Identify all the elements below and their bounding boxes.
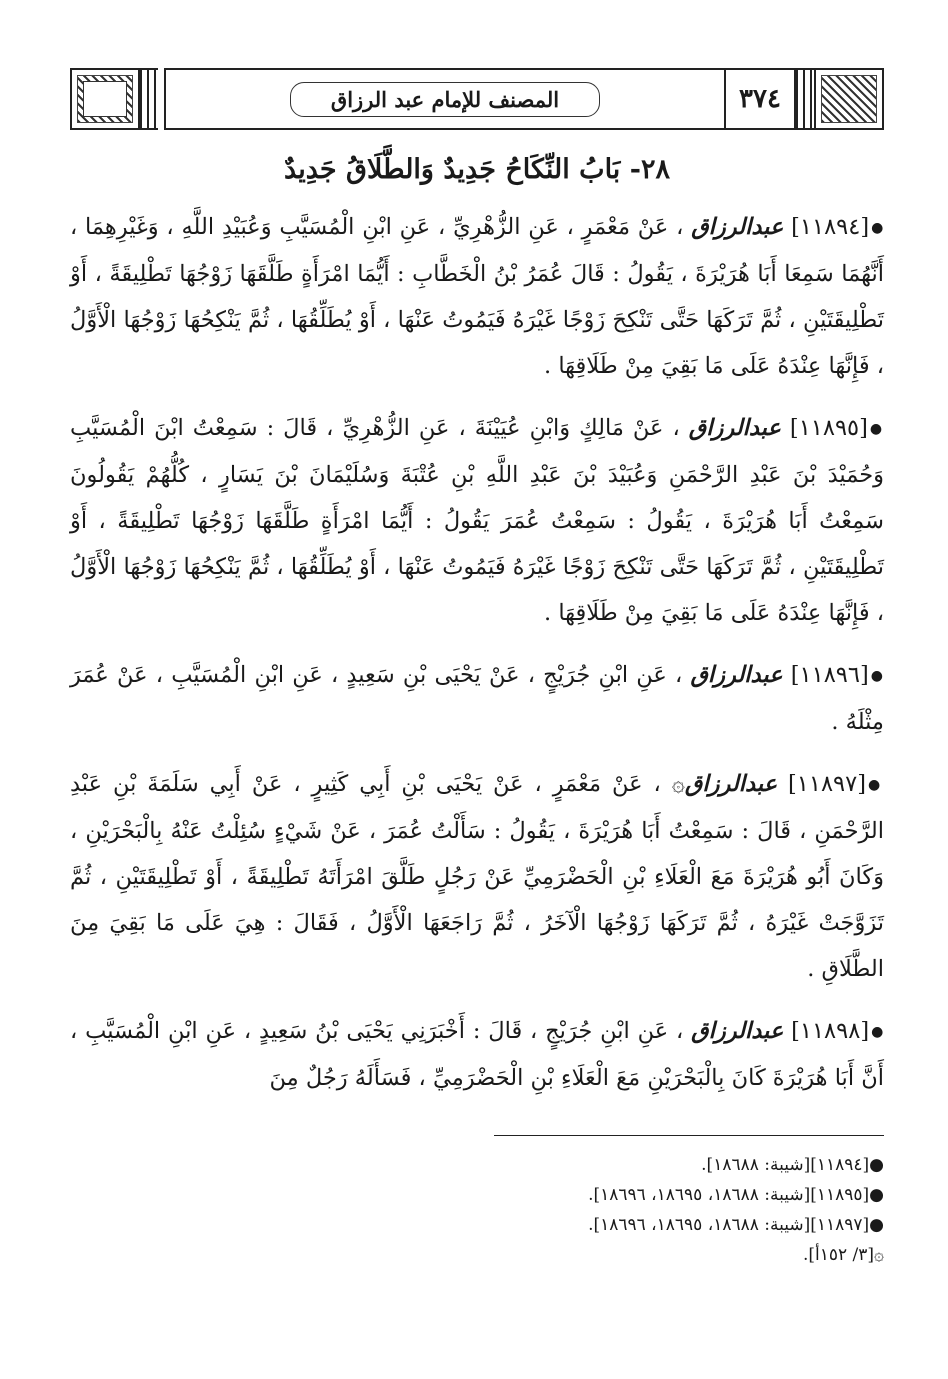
hadith-11897 [70, 761, 884, 992]
book-title: المصنف للإمام عبد الرزاق [290, 82, 600, 117]
hadith-number: [١١٨٩٨] [791, 1018, 870, 1044]
bullet-icon: ● [868, 777, 885, 793]
hadith-number: [١١٨٩٦] [790, 662, 869, 688]
header-emblem [70, 68, 140, 130]
footnote-divider [494, 1135, 884, 1136]
footnote: ●[١١٨٩٧][شيبة: ١٨٦٨٨، ١٨٦٩٥، ١٨٦٩٦]. [588, 1215, 884, 1235]
bullet-icon: ● [871, 1024, 885, 1040]
narrator-name: عبدالرزاق [690, 662, 783, 688]
footnote: ●[١١٨٩٥][شيبة: ١٨٦٨٨، ١٨٦٩٥، ١٨٦٩٦]. [588, 1185, 884, 1205]
footnote: ●[١١٨٩٤][شيبة: ١٨٦٨٨]. [701, 1155, 884, 1175]
hadith-list [70, 204, 884, 1117]
page-number: ٣٧٤ [724, 68, 796, 130]
hadith-number: [١١٨٩٥] [789, 415, 868, 441]
header-title-box [164, 68, 724, 130]
hadith-11894 [70, 204, 884, 389]
bullet-icon: ● [870, 668, 885, 684]
hadith-11895 [70, 405, 884, 636]
hadith-text: ، عَنِ ابْنِ جُرَيْجٍ ، قَالَ : أَخْبَرَنِي يَحْيَى بْنُ سَعِيدٍ ، عَنِ ابْنِ الْمُسَيَّبِ ، أَنَّ أَبَا هُرَيْرَةَ كَانَ بِالْبَحْرَيْنِ مَعَ الْعَلَاءِ بْنِ الْحَضْرَمِيِّ ، فَسَأَلَهُ رَجُلٌ مِنَ [70, 1018, 884, 1091]
narrator-name: عبدالرزاق [688, 415, 781, 441]
folio-marker-icon: ۞ [671, 771, 685, 797]
hadith-number: [١١٨٩٤] [791, 214, 870, 240]
footnote: ۞[٣/ ١٥٢أ]. [802, 1245, 884, 1265]
footnotes [284, 1150, 884, 1270]
chapter-title: ٢٨- بَابُ النِّكَاحُ جَدِيدٌ وَالطَّلَاقُ جَدِيدٌ [284, 154, 670, 185]
hadith-text: ، عَنْ مَالِكٍ وَابْنِ عُيَيْنَةَ ، عَنِ الزُّهْرِيِّ ، قَالَ : سَمِعْتُ ابْنَ الْمُسَيَّبِ وَحُمَيْدَ بْنَ عَبْدِ الرَّحْمَنِ وَعُبَيْدَ بْنَ عَبْدِ اللَّهِ بْنِ عُتْبَةَ وَسُلَيْمَانَ بْنَ يَسَارٍ ، كُلُّهُمْ يَقُولُونَ سَمِعْتُ أَبَا هُرَيْرَةَ ، يَقُولُ : سَمِعْتُ عُمَرَ يَقُولُ : أَيُّمَا امْرَأَةٍ طَلَّقَهَا زَوْجُهَا تَطْلِيقَةً ، أَوْ تَطْلِيقَتَيْنِ ، ثُمَّ تَرَكَهَا حَتَّى تَنْكِحَ زَوْجًا غَيْرَهُ فَيَمُوتُ عَنْهَا ، أَوْ يُطَلِّقُهَا ، ثُمَّ يَنْكِحُهَا زَوْجُهَا الْأَوَّلُ ، فَإِنَّهَا عِنْدَهُ عَلَى مَا بَقِيَ مِنْ طَلَاقِهَا . [70, 415, 884, 626]
bullet-icon: ● [871, 220, 884, 236]
bullet-icon: ● [869, 421, 885, 437]
hadith-11896 [70, 652, 884, 745]
narrator-name: عبدالرزاق [691, 1018, 784, 1044]
hadith-text: ، عَنِ ابْنِ جُرَيْجٍ ، عَنْ يَحْيَى بْنِ سَعِيدٍ ، عَنِ ابْنِ الْمُسَيَّبِ ، عَنْ عُمَرَ مِثْلَهُ . [70, 662, 884, 735]
hadith-number: [١١٨٩٧] [788, 771, 866, 797]
header-band-right [796, 68, 814, 130]
header-band-left [140, 68, 158, 130]
hadith-text: ، عَنْ مَعْمَرٍ ، عَنِ الزُّهْرِيِّ ، عَنِ ابْنِ الْمُسَيَّبِ وَعُبَيْدِ اللَّهِ ، وَغَيْرِهِمَا ، أَنَّهُمَا سَمِعَا أَبَا هُرَيْرَةَ ، يَقُولُ : قَالَ عُمَرُ بْنُ الْخَطَّابِ : أَيُّمَا امْرَأَةٍ طَلَّقَهَا زَوْجُهَا تَطْلِيقَةً ، أَوْ تَطْلِيقَتَيْنِ ، ثُمَّ تَرَكَهَا حَتَّى تَنْكِحَ زَوْجًا غَيْرَهُ فَيَمُوتُ عَنْهَا ، أَوْ يُطَلِّقُهَا ، ثُمَّ يَنْكِحُهَا زَوْجُهَا الْأَوَّلُ ، فَإِنَّهَا عِنْدَهُ عَلَى مَا بَقِيَ مِنْ طَلَاقِهَا . [70, 214, 884, 379]
header-ornament-right [814, 68, 884, 130]
hadith-11898 [70, 1008, 884, 1101]
emblem-seal [83, 81, 127, 117]
narrator-name: عبدالرزاق [691, 214, 784, 240]
page-header [70, 68, 884, 130]
narrator-name: عبدالرزاق [684, 771, 778, 797]
hadith-text: ، عَنْ مَعْمَرٍ ، عَنْ يَحْيَى بْنِ أَبِي كَثِيرٍ ، عَنْ أَبِي سَلَمَةَ بْنِ عَبْدِ الرَّحْمَنِ ، قَالَ : سَمِعْتُ أَبَا هُرَيْرَةَ ، يَقُولُ : سَأَلْتُ عُمَرَ ، عَنْ شَيْءٍ سُئِلْتُ عَنْهُ بِالْبَحْرَيْنِ ، وَكَانَ أَبُو هُرَيْرَةَ مَعَ الْعَلَاءِ بْنِ الْحَضْرَمِيِّ عَنْ رَجُلٍ طَلَّقَ امْرَأَتَهُ تَطْلِيقَةً ، أَوْ تَطْلِيقَتَيْنِ ، ثُمَّ تَزَوَّجَتْ غَيْرَهُ ، ثُمَّ تَرَكَهَا زَوْجُهَا الْآخَرُ ، ثُمَّ رَاجَعَهَا الْأَوَّلُ ، فَقَالَ : هِيَ عَلَى مَا بَقِيَ مِنَ الطَّلَاقِ . [70, 771, 884, 982]
